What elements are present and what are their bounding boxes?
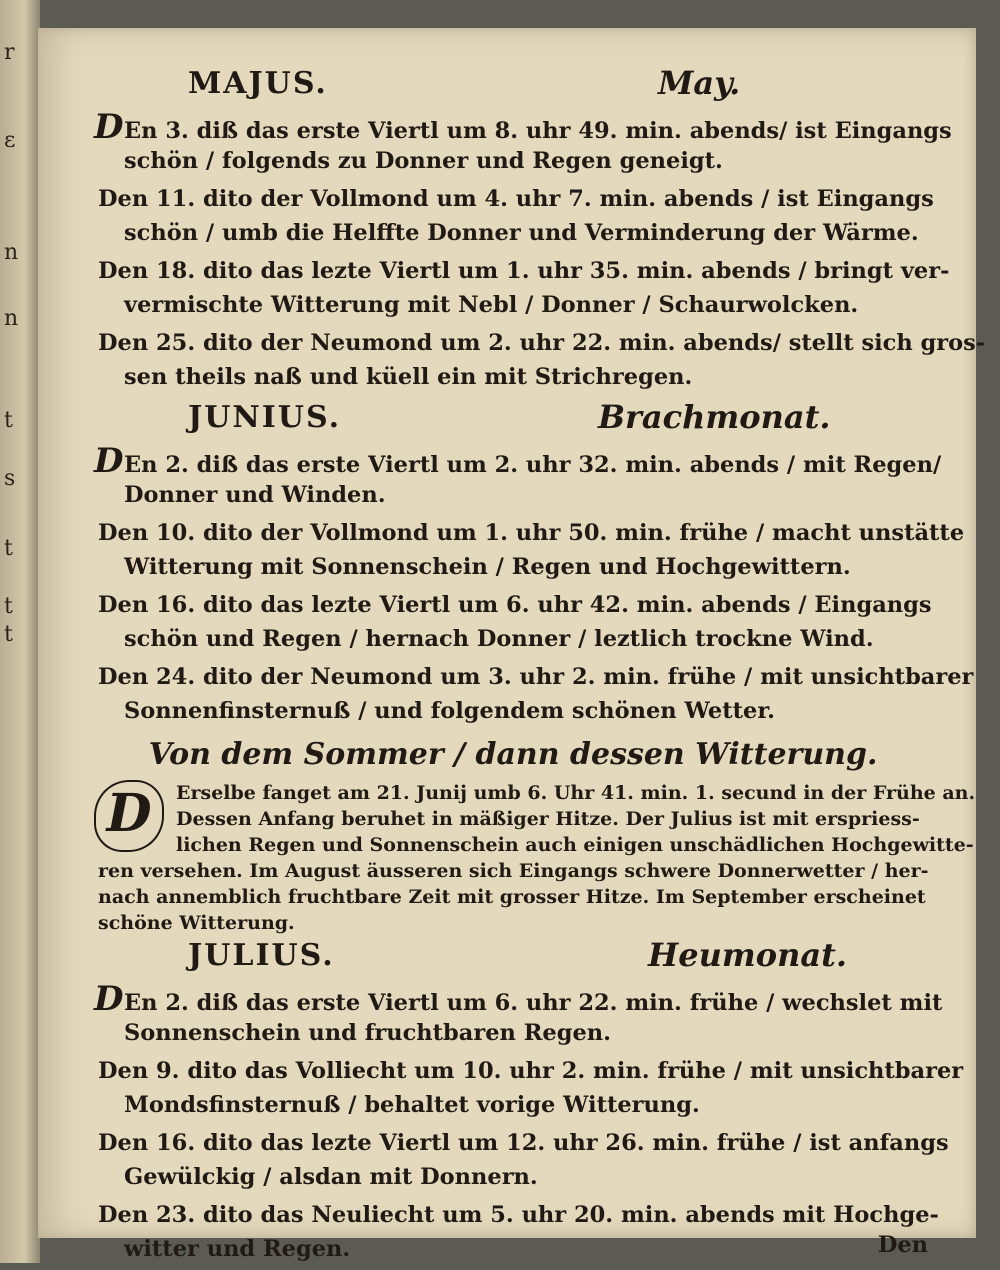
- entry-line: Den 10. dito der Vollmond um 1. uhr 50. min. frühe / macht unstätte: [98, 520, 965, 546]
- month-latin: JUNIUS.: [188, 400, 342, 435]
- lunar-entry: [98, 516, 965, 584]
- catchword: Den: [877, 1232, 928, 1258]
- entry-line: schön und Regen / hernach Donner / leztlich trockne Wind.: [124, 626, 874, 652]
- lunar-entry: [94, 441, 942, 512]
- paragraph-line: Erselbe fanget am 21. Junij umb 6. Uhr 41. min. 1. secund in der Frühe an.: [176, 782, 976, 804]
- adjacent-page-edge: [0, 0, 40, 1263]
- lunar-entry: [98, 1126, 949, 1194]
- paragraph-line: nach annemblich fruchtbare Zeit mit grosser Hitze. Im September erscheinet: [98, 886, 926, 908]
- initial-letter: D: [94, 107, 124, 147]
- lunar-entry: [98, 1198, 939, 1266]
- entry-line: schön / folgends zu Donner und Regen geneigt.: [124, 148, 723, 174]
- initial-letter: D: [94, 979, 124, 1019]
- lunar-entry: [98, 660, 974, 728]
- edge-fragment: t: [4, 536, 13, 561]
- entry-line: Den 16. dito das lezte Viertl um 6. uhr 42. min. abends / Eingangs: [98, 592, 932, 618]
- entry-line: Sonnenfinsternuß / und folgendem schönen Wetter.: [124, 698, 775, 724]
- month-heading-june: [98, 398, 928, 442]
- entry-line: Donner und Winden.: [124, 482, 386, 508]
- edge-fragment: r: [4, 40, 15, 65]
- entry-line: En 3. diß das erste Viertl um 8. uhr 49. min. abends/ ist Eingangs: [124, 118, 952, 144]
- lunar-entry: [98, 254, 950, 322]
- entry-line: schön / umb die Helffte Donner und Verminderung der Wärme.: [124, 220, 919, 246]
- month-heading-may: [98, 64, 928, 108]
- month-latin: MAJUS.: [188, 66, 328, 101]
- lunar-entry: [94, 979, 943, 1050]
- entry-line: Witterung mit Sonnenschein / Regen und Hochgewittern.: [124, 554, 851, 580]
- entry-line: Mondsfinsternuß / behaltet vorige Witterung.: [124, 1092, 700, 1118]
- entry-line: Den 25. dito der Neumond um 2. uhr 22. min. abends/ stellt sich gros-: [98, 330, 986, 356]
- ornamental-initial: D: [94, 780, 164, 852]
- edge-fragment: ε: [4, 128, 16, 153]
- entry-line: witter und Regen.: [124, 1236, 351, 1262]
- paragraph-line: lichen Regen und Sonnenschein auch einigen unschädlichen Hochgewitte-: [176, 834, 974, 856]
- month-german: Brachmonat.: [598, 398, 831, 436]
- month-german: May.: [658, 64, 741, 102]
- month-heading-july: [98, 936, 928, 980]
- paragraph-line: schöne Witterung.: [98, 912, 295, 934]
- entry-line: Den 24. dito der Neumond um 3. uhr 2. min. frühe / mit unsichtbarer: [98, 664, 974, 690]
- lunar-entry: [98, 588, 932, 656]
- edge-fragment: t: [4, 594, 13, 619]
- edge-fragment: n: [4, 240, 19, 265]
- entry-line: Den 18. dito das lezte Viertl um 1. uhr 35. min. abends / bringt ver-: [98, 258, 950, 284]
- book-page: [38, 28, 986, 1262]
- month-german: Heumonat.: [648, 936, 847, 974]
- entry-line: En 2. diß das erste Viertl um 2. uhr 32. min. abends / mit Regen/: [124, 452, 942, 478]
- entry-line: En 2. diß das erste Viertl um 6. uhr 22. min. frühe / wechslet mit: [124, 990, 943, 1016]
- entry-line: Den 23. dito das Neuliecht um 5. uhr 20. min. abends mit Hochge-: [98, 1202, 939, 1228]
- month-latin: JULIUS.: [188, 938, 335, 973]
- page-content: [94, 64, 986, 1270]
- lunar-entry: [98, 326, 986, 394]
- lunar-entry: [98, 1054, 964, 1122]
- edge-fragment: t: [4, 622, 13, 647]
- entry-line: vermischte Witterung mit Nebl / Donner / Schaurwolcken.: [124, 292, 859, 318]
- entry-line: Sonnenschein und fruchtbaren Regen.: [124, 1020, 611, 1046]
- edge-fragment: s: [4, 466, 16, 491]
- lunar-entry: [94, 107, 952, 178]
- summer-paragraph: [98, 780, 976, 936]
- section-title-summer: Von dem Sommer / dann dessen Witterung.: [148, 737, 878, 772]
- entry-line: Den 16. dito das lezte Viertl um 12. uhr 26. min. frühe / ist anfangs: [98, 1130, 949, 1156]
- paragraph-line: Dessen Anfang beruhet in mäßiger Hitze. Der Julius ist mit erspriess-: [176, 808, 920, 830]
- entry-line: Den 11. dito der Vollmond um 4. uhr 7. min. abends / ist Eingangs: [98, 186, 934, 212]
- edge-fragment: t: [4, 408, 13, 433]
- entry-line: Den 9. dito das Volliecht um 10. uhr 2. min. frühe / mit unsichtbarer: [98, 1058, 964, 1084]
- entry-line: sen theils naß und küell ein mit Strichregen.: [124, 364, 693, 390]
- initial-letter: D: [94, 441, 124, 481]
- edge-fragment: n: [4, 306, 19, 331]
- lunar-entry: [98, 182, 934, 250]
- paragraph-line: ren versehen. Im August äusseren sich Eingangs schwere Donnerwetter / her-: [98, 860, 929, 882]
- entry-line: Gewülckig / alsdan mit Donnern.: [124, 1164, 538, 1190]
